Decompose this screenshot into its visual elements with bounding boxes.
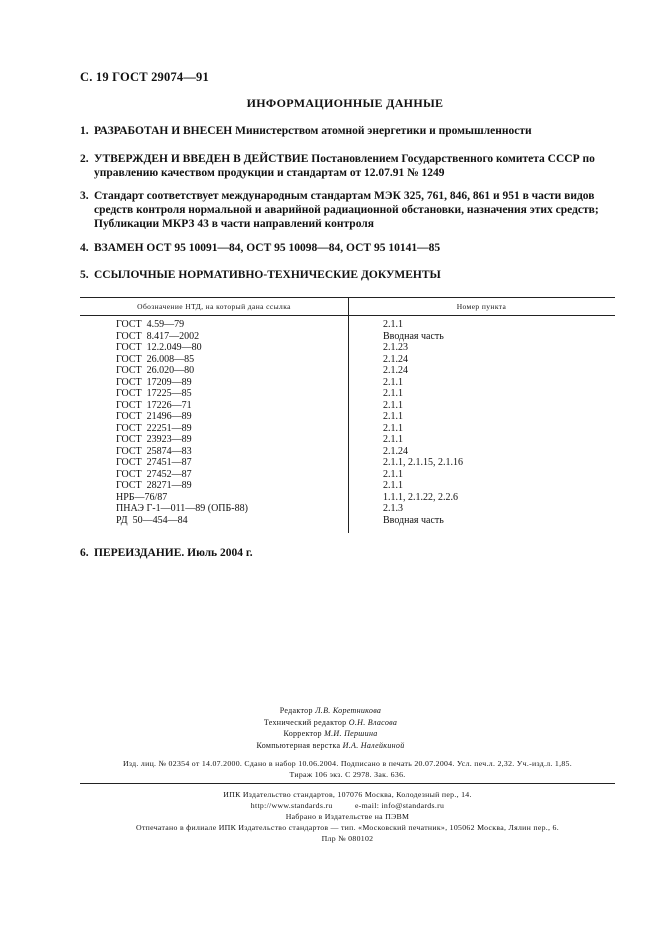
table-cell-clause: Вводная часть	[383, 514, 444, 526]
table-cell-document: ГОСТ 4.59—79	[116, 319, 185, 330]
publisher-line: Отпечатано в филиале ИПК Издательство стандартов — тип. «Московский печатник», 105062 Москва, Лялин пер., 6.	[136, 823, 559, 832]
table-cell-document: НРБ—76/87	[116, 491, 168, 503]
item-number: 5.	[80, 269, 89, 281]
item-text: Стандарт соответствует международным стандартам МЭК 325, 761, 846, 861 и 951 в части видов средств контроля нормальной и аварийной радиационной обстановки, назначения этих средств; Публикации МКРЗ 43 в части направлений контроля	[94, 190, 599, 230]
table-cell-clause: 2.1.1	[383, 376, 403, 388]
table-row	[80, 446, 615, 458]
table-cell-document: ГОСТ 27451—87	[116, 457, 192, 468]
table-cell-document: ГОСТ 26.020—80	[116, 365, 195, 376]
credits-block	[0, 705, 661, 751]
item-lead: УТВЕРЖДЕН И ВВЕДЕН В ДЕЙСТВИЕ	[94, 153, 309, 165]
table-cell-clause: 2.1.24	[383, 445, 408, 457]
table-cell-clause: 2.1.24	[383, 353, 408, 365]
table-cell-clause: 2.1.1	[383, 411, 403, 422]
table-cell-clause: 2.1.24	[383, 365, 408, 376]
table-cell-document: ГОСТ 23923—89	[116, 434, 192, 445]
table-cell-document: ГОСТ 8.417—2002	[116, 330, 200, 342]
table-row	[80, 400, 615, 412]
table-cell-clause: 2.1.1	[383, 468, 403, 480]
table-cell-document: ПНАЭ Г-1—011—89 (ОПБ-88)	[116, 503, 248, 514]
publisher-line: Набрано в Издательстве на ПЭВМ	[285, 812, 410, 821]
table-cell-document: ГОСТ 17209—89	[116, 376, 192, 388]
page-header-ref: С. 19 ГОСТ 29074—91	[80, 70, 209, 84]
info-item-1	[80, 124, 615, 138]
credit-name: О.Н. Власова	[348, 717, 398, 727]
table-cell-document: ГОСТ 12.2.049—80	[116, 342, 202, 353]
imprint-block	[80, 758, 615, 780]
credit-line-editor	[0, 705, 661, 717]
credit-line-proofreader	[0, 728, 661, 740]
table-row	[80, 354, 615, 366]
credit-name: И.А. Налейкиной	[342, 740, 405, 750]
credit-role: Корректор	[283, 729, 325, 738]
item-text: ОСТ 95 10091—84, ОСТ 95 10098—84, ОСТ 95 10141—85	[143, 242, 441, 254]
table-row	[80, 365, 615, 377]
table-row	[80, 319, 615, 331]
publisher-line: http://www.standards.ru e-mail: info@standards.ru	[250, 801, 445, 810]
item-number: 2.	[80, 153, 89, 165]
item-number: 3.	[80, 190, 89, 202]
table-row	[80, 492, 615, 504]
info-item-5	[80, 268, 615, 282]
publisher-line: Плр № 080102	[321, 834, 374, 843]
info-item-3	[80, 189, 615, 231]
table-row	[80, 342, 615, 354]
section-title: ИНФОРМАЦИОННЫЕ ДАННЫЕ	[246, 96, 444, 110]
table-row	[80, 480, 615, 492]
item-text: Министерством атомной энергетики и промышленности	[232, 125, 532, 137]
table-row	[80, 457, 615, 469]
table-cell-document: ГОСТ 17226—71	[116, 399, 192, 411]
item-text: Июль 2004 г.	[184, 547, 253, 559]
table-cell-clause: 2.1.1	[383, 434, 403, 445]
table-cell-clause: 2.1.3	[383, 503, 403, 514]
table-cell-document: ГОСТ 22251—89	[116, 422, 192, 434]
table-cell-document: ГОСТ 26.008—85	[116, 353, 195, 365]
table-row	[80, 469, 615, 481]
table-header-document: Обозначение НТД, на который дана ссылка	[137, 302, 291, 311]
table-cell-document: ГОСТ 25874—83	[116, 445, 192, 457]
info-item-6	[80, 546, 615, 560]
table-cell-clause: 2.1.1	[383, 480, 403, 491]
credit-line-layout	[0, 740, 661, 752]
info-item-4	[80, 241, 615, 255]
imprint-line: Изд. лиц. № 02354 от 14.07.2000. Сдано в набор 10.06.2004. Подписано в печать 20.07.2004. Усл. печ.л. 2,32. Уч.-изд.л. 1,85.	[122, 759, 573, 768]
table-cell-clause: 2.1.1, 2.1.15, 2.1.16	[383, 457, 463, 468]
credit-name: М.И. Першина	[324, 729, 378, 738]
table-row	[80, 434, 615, 446]
publisher-block	[80, 789, 615, 844]
table-cell-clause: 1.1.1, 2.1.22, 2.2.6	[383, 491, 458, 503]
imprint-line: Тираж 106 экз. С 2978. Зак. 636.	[289, 770, 406, 779]
info-item-2	[80, 152, 615, 180]
credit-name: Л.В. Коретникова	[315, 706, 382, 715]
table-cell-clause: 2.1.1	[383, 319, 403, 330]
table-row	[80, 515, 615, 527]
item-lead: ВЗАМЕН	[94, 242, 144, 254]
item-text: Постановлением Государственного комитета СССР по управлению качеством продукции и стандартам от 12.07.91 № 1249	[94, 153, 595, 179]
credit-role: Редактор	[279, 706, 316, 715]
credit-role: Компьютерная верстка	[256, 740, 343, 750]
table-row	[80, 411, 615, 423]
item-lead: ССЫЛОЧНЫЕ НОРМАТИВНО-ТЕХНИЧЕСКИЕ ДОКУМЕНТЫ	[94, 269, 441, 281]
table-cell-clause: 2.1.1	[383, 399, 403, 411]
item-number: 1.	[80, 125, 89, 137]
imprint-divider	[80, 783, 615, 784]
table-cell-clause: Вводная часть	[383, 330, 444, 342]
item-number: 4.	[80, 242, 89, 254]
credit-line-tech-editor	[0, 717, 661, 729]
publisher-line: ИПК Издательство стандартов, 107076 Москва, Колодезный пер., 14.	[223, 790, 472, 799]
table-row	[80, 503, 615, 515]
table-row	[80, 331, 615, 343]
table-header-clause: Номер пункта	[456, 302, 507, 311]
table-cell-document: ГОСТ 21496—89	[116, 411, 192, 422]
table-cell-clause: 2.1.1	[383, 388, 403, 399]
item-number: 6.	[80, 547, 89, 559]
table-cell-document: ГОСТ 28271—89	[116, 480, 192, 491]
credit-role: Технический редактор	[263, 717, 349, 727]
table-row	[80, 423, 615, 435]
table-row	[80, 377, 615, 389]
table-row	[80, 388, 615, 400]
table-cell-clause: 2.1.23	[383, 342, 408, 353]
table-cell-document: ГОСТ 17225—85	[116, 388, 192, 399]
table-cell-document: ГОСТ 27452—87	[116, 468, 192, 480]
table-cell-document: РД 50—454—84	[116, 514, 188, 526]
item-lead: РАЗРАБОТАН И ВНЕСЕН	[94, 125, 233, 137]
table-cell-clause: 2.1.1	[383, 422, 403, 434]
item-lead: ПЕРЕИЗДАНИЕ.	[94, 547, 185, 559]
table-body	[80, 319, 615, 526]
